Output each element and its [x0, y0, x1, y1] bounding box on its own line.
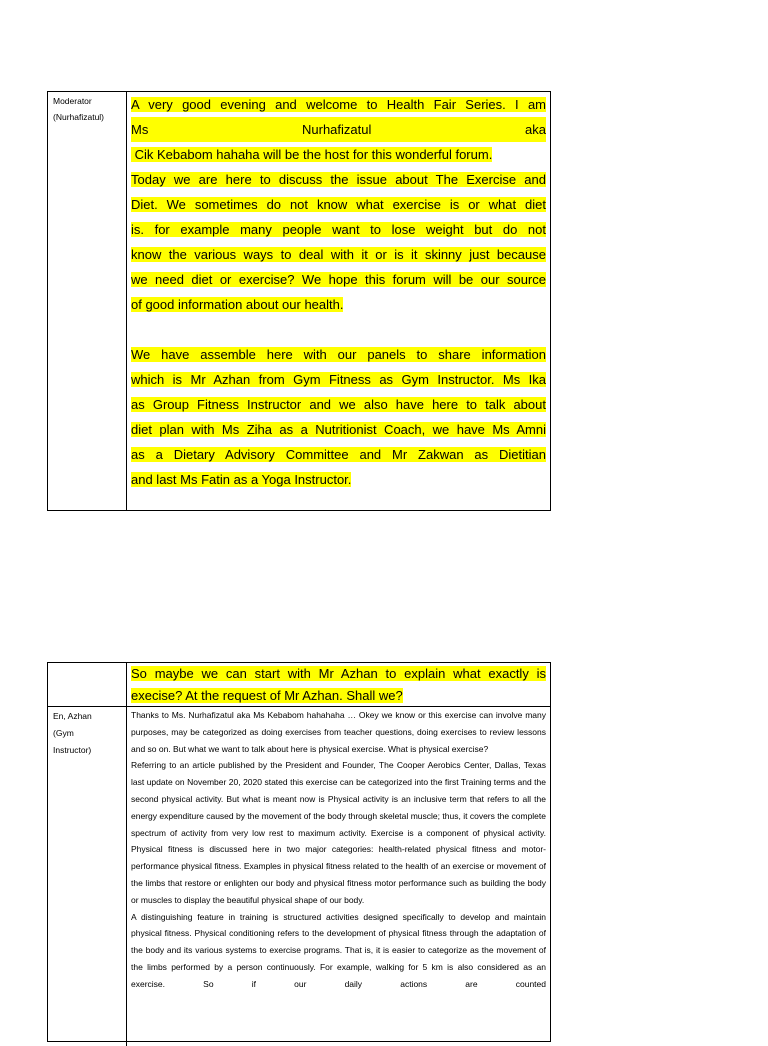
moderator-row	[48, 92, 550, 510]
panel-table	[47, 662, 551, 1042]
text-line: as a Dietary Advisory Committee and Mr Zakwan as Dietitian	[131, 447, 546, 462]
text-line: know the various ways to deal with it or is it skinny just because	[131, 247, 546, 262]
text-line: So maybe we can start with Mr Azhan to explain what exactly is	[131, 666, 546, 681]
text-line: as Group Fitness Instructor and we also have here to talk about	[131, 397, 546, 412]
answer-row	[48, 706, 550, 1046]
speaker-cell	[48, 707, 127, 1046]
answer-paragraph: A distinguishing feature in training is structured activities designed specifically to develop and maintain physical fitness. Physical conditioning refers to the development of physical fitness through the adaptation of the body and its various systems to exercise programs. That is, it is easier to categorize as the movement of the limbs performed by a person continuously. For example, walking for 5 km is also considered as an exercise. So if our daily actions are counted	[131, 911, 546, 989]
answer-text	[131, 707, 546, 993]
welcome-paragraph	[131, 92, 546, 492]
text-line	[131, 117, 546, 142]
speech-cell	[127, 92, 550, 510]
text-line: We have assemble here with our panels to share information	[131, 347, 546, 362]
paragraph-gap	[131, 317, 546, 342]
speaker-role-line: (Gym	[53, 728, 74, 738]
empty-speaker-cell	[48, 663, 127, 706]
text-line: Today we are here to discuss the issue about The Exercise and	[131, 172, 546, 187]
text-line-part: Ms Nurhafizatul aka	[131, 117, 546, 142]
moderator-table	[47, 91, 551, 511]
text-line: Diet. We sometimes do not know what exercise is or what diet	[131, 197, 546, 212]
question-paragraph	[131, 663, 546, 707]
answer-cell	[127, 707, 550, 1046]
text-line: diet plan with Ms Ziha as a Nutritionist Coach, we have Ms Amni	[131, 422, 546, 437]
speaker-name: Moderator	[53, 96, 92, 106]
text-line: of good information about our health.	[131, 297, 344, 312]
text-line: we need diet or exercise? We hope this forum will be our source	[131, 272, 546, 287]
question-row	[48, 663, 550, 706]
text-line: A very good evening and welcome to Health Fair Series. I am	[131, 97, 546, 112]
speaker-role-line: Instructor)	[53, 745, 92, 755]
answer-paragraph: Thanks to Ms. Nurhafizatul aka Ms Kebabom hahahaha … Okey we know or this exercise can involve many purposes, may be categorized as doing exercises from teacher questions, doing exercises to review lessons and so on. But what we want to talk about here is physical exercise. What is physical exercise?	[131, 710, 546, 754]
question-cell	[127, 663, 550, 706]
text-line: which is Mr Azhan from Gym Fitness as Gym Instructor. Ms Ika	[131, 372, 546, 387]
text-line: is. for example many people want to lose weight but do not	[131, 222, 546, 237]
text-line: and last Ms Fatin as a Yoga Instructor.	[131, 472, 352, 487]
speaker-role: (Nurhafizatul)	[53, 112, 105, 122]
text-line: execise? At the request of Mr Azhan. Shall we?	[131, 688, 403, 703]
speaker-cell	[48, 92, 127, 510]
speaker-name: En, Azhan	[53, 711, 92, 721]
answer-paragraph: Referring to an article published by the President and Founder, The Cooper Aerobics Center, Dallas, Texas last update on November 20, 2020 stated this exercise can be categorized into the first Training terms and the second physical activity. But what is meant now is Physical activity is an inclusive term that refers to all the energy expenditure caused by the movement of the body through skeletal muscle; thus, it covers the complete spectrum of activity from very low rest to maximum activity. Exercise is a component of physical activity. Physical fitness is discussed here in two major categories: health-related physical fitness and motor-performance physical fitness. Examples in physical fitness related to the health of an exercise or movement of the limbs that restore or enlighten our body and physical fitness motor performance such as building the body or muscles to display the beautiful physical shape of our body.	[131, 760, 546, 905]
text-line: Cik Kebabom hahaha will be the host for this wonderful forum.	[131, 147, 493, 162]
